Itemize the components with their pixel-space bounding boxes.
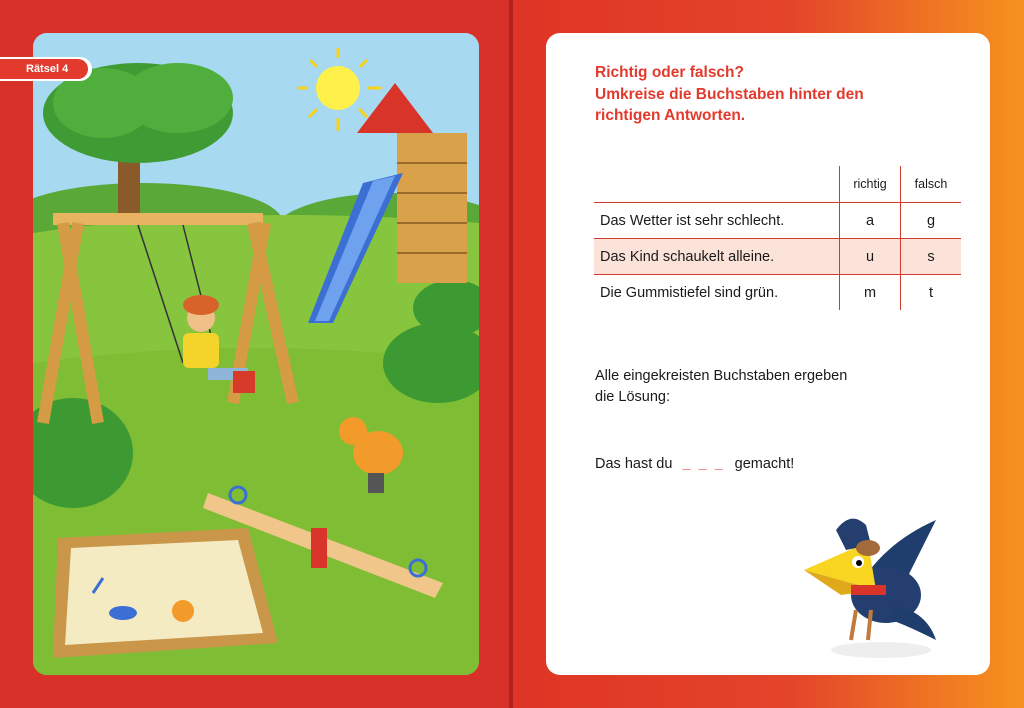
task-line-1: Richtig oder falsch? bbox=[595, 64, 744, 81]
puzzle-label-tag bbox=[0, 57, 92, 81]
table-header-row bbox=[594, 166, 961, 203]
header-falsch: falsch bbox=[901, 166, 962, 203]
answer-before: Das hast du bbox=[595, 456, 673, 472]
statement-3: Die Gummistiefel sind grün. bbox=[600, 284, 779, 301]
statement-2: Das Kind schaukelt alleine. bbox=[600, 248, 775, 265]
task-line-2: Umkreise die Buchstaben hinter den bbox=[595, 85, 864, 103]
raven-mascot-icon bbox=[796, 500, 946, 670]
solution-line-2: die Lösung: bbox=[595, 389, 670, 405]
table-row bbox=[594, 275, 961, 311]
letter-wrong-1[interactable]: g bbox=[901, 203, 962, 239]
answer-blanks[interactable]: _ _ _ bbox=[682, 456, 725, 472]
task-line-3: richtigen Antworten. bbox=[595, 107, 746, 124]
letter-wrong-2[interactable]: s bbox=[901, 239, 962, 275]
solution-text bbox=[595, 366, 847, 408]
letter-wrong-3[interactable]: t bbox=[901, 275, 962, 311]
answer-sentence bbox=[595, 456, 794, 472]
letter-right-3[interactable]: m bbox=[840, 275, 901, 311]
answer-after: gemacht! bbox=[734, 456, 795, 472]
letter-right-2[interactable]: u bbox=[840, 239, 901, 275]
puzzle-label: Rätsel 4 bbox=[0, 59, 88, 79]
quiz-table bbox=[594, 166, 961, 310]
header-spacer bbox=[594, 166, 840, 203]
table-row bbox=[594, 239, 961, 275]
statement-1: Das Wetter ist sehr schlecht. bbox=[600, 212, 785, 229]
solution-line-1: Alle eingekreisten Buchstaben ergeben bbox=[595, 368, 848, 384]
letter-right-1[interactable]: a bbox=[840, 203, 901, 239]
task-instructions bbox=[595, 62, 864, 127]
playground-illustration bbox=[33, 33, 479, 675]
table-row bbox=[594, 203, 961, 239]
header-richtig: richtig bbox=[840, 166, 901, 203]
sandbox-icon bbox=[53, 528, 278, 658]
